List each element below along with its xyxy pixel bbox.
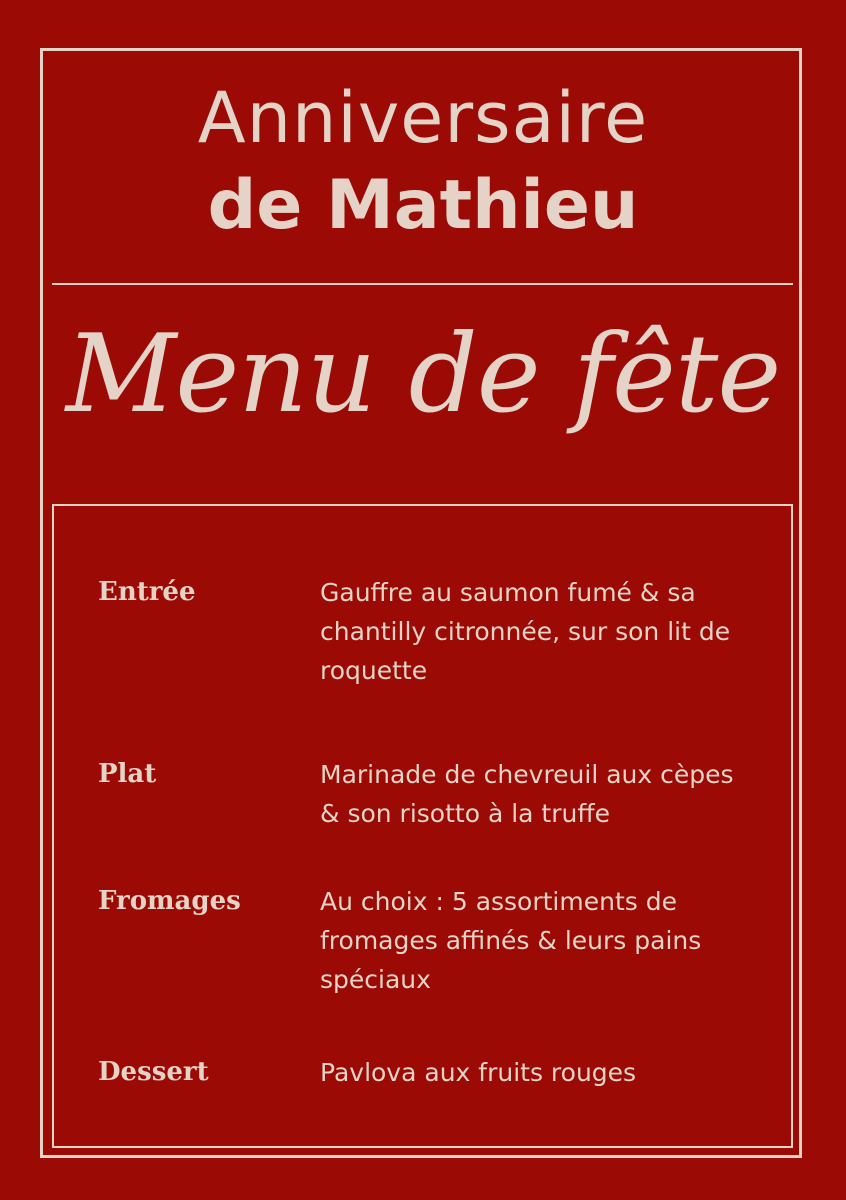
header-divider <box>52 283 793 285</box>
course-description-dessert: Pavlova aux fruits rouges <box>320 1058 637 1087</box>
course-name-dessert: Dessert <box>98 1057 209 1087</box>
course-name-entree: Entrée <box>98 577 196 607</box>
event-title-line-1: Anniversaire <box>197 77 649 159</box>
menu-title: Menu de fête <box>65 312 781 437</box>
course-description-plat: Marinade de chevreuil aux cèpes & son risotto à la truffe <box>320 760 734 828</box>
course-name-fromages: Fromages <box>98 886 241 916</box>
course-name-plat: Plat <box>98 759 157 789</box>
event-title-line-2: de Mathieu <box>207 166 639 245</box>
course-description-entree: Gauffre au saumon fumé & sa chantilly citronnée, sur son lit de roquette <box>320 578 731 685</box>
course-description-fromages: Au choix : 5 assortiments de fromages affinés & leurs pains spéciaux <box>320 887 702 994</box>
